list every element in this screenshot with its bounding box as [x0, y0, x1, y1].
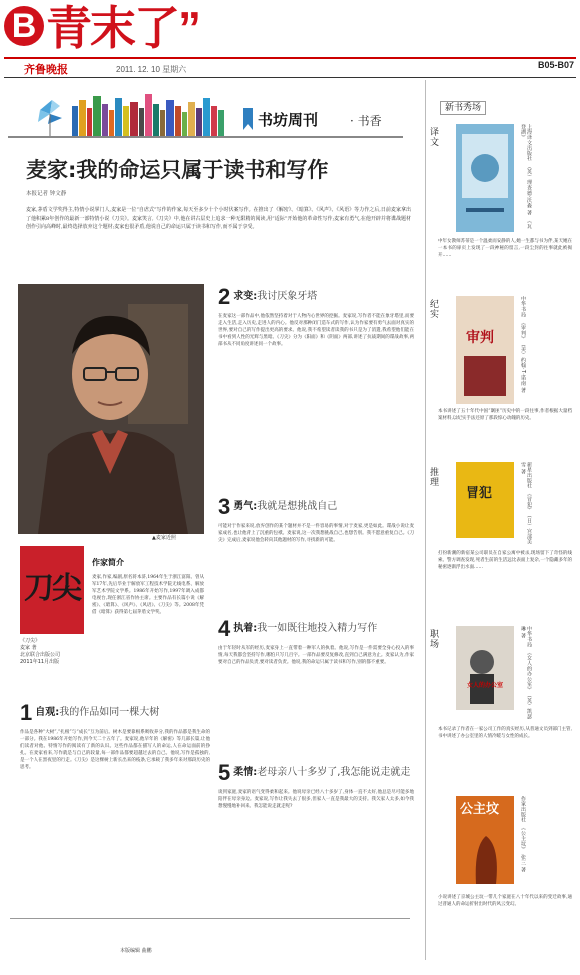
section-1-number: 1: [20, 700, 33, 725]
book-cover-title: 刀尖: [24, 571, 80, 606]
new-book-5-author: 张三 著: [520, 854, 526, 873]
column-title: 书坊周刊: [258, 111, 319, 129]
section-2-subtitle: 我讨厌象牙塔: [257, 291, 318, 302]
section-5: [218, 760, 414, 929]
masthead-title: [46, 2, 199, 54]
new-book-4-tag: 职场: [430, 630, 440, 650]
right-column-divider: [425, 80, 426, 960]
new-book-1-cover: [456, 124, 514, 232]
new-book-2-cover-art: [456, 296, 514, 404]
new-book-4-text: 本书记录了作者在一家公司工作的真实经历,从普通文员到部门主管,书中讲述了办公室里的人情冷暖与女性的成长。: [438, 727, 572, 739]
new-book-3-author: （日）宫部美雪 著: [520, 462, 532, 545]
section-4-number: 4: [218, 616, 231, 641]
book-info: [20, 638, 86, 666]
new-book-2-tag: 纪实: [430, 300, 440, 320]
new-book-3-publisher: 新星出版社: [526, 462, 532, 489]
section-1-title: [35, 706, 159, 720]
masthead-quote: ”: [178, 2, 199, 54]
new-book-4-info: [520, 626, 532, 722]
new-book-2-publisher: 中华书局: [520, 296, 526, 318]
section-3-title-lead: 勇气:: [233, 501, 258, 512]
header-rule: [4, 77, 576, 78]
newspaper-logo: 齐鲁晚报: [24, 63, 68, 76]
masthead-badge: B: [4, 6, 44, 46]
section-4-title-lead: 执着:: [233, 623, 258, 634]
new-book-2-cover-title: 审判: [466, 330, 494, 346]
section-5-title-lead: 柔情:: [233, 767, 258, 778]
section-5-number: 5: [218, 760, 231, 785]
new-book-4-title: 《女人的办公室》: [526, 652, 532, 690]
pinwheel-icon: [38, 100, 62, 138]
section-2: [218, 284, 414, 489]
new-book-2-info: [520, 296, 526, 404]
section-2-number: 2: [218, 284, 231, 309]
section-4-text: 由于年轻时从军的经历,麦家身上一直带着一种军人的执着。他说,写作是一件需要全身心投入的事情,每天我都会坚持写作,哪怕只写几百字。一部作品要反复修改,直到自己满意为止。麦家认为,作家要对自己的作品负责,要对读者负责。他说,我的命运只属于读书和写作,别的都不重要。: [218, 646, 414, 665]
page-editor: 本版编辑 曲鹏: [120, 948, 152, 954]
new-book-1-title: 《瓦登湖》: [520, 124, 532, 229]
new-book-1-info: [520, 124, 532, 232]
issue-date: 2011. 12. 10 星期六: [116, 65, 187, 74]
section-1-subtitle: 我的作品如同一棵大树: [59, 707, 160, 718]
column-rule: [8, 136, 403, 138]
new-book-5-info: [520, 796, 526, 888]
new-book-4-publisher: 中华书局: [526, 626, 532, 648]
section-3-text: 可能对于作家来说,放弃创作的某个题材并不是一件容易的事情,对于麦家,更是如此。谍战小说让麦家成名,也让他背上了沉重的包袱。麦家说,这一次我想挑战自己,也想告别。我不愿意重复自己。《刀尖》完成后,麦家说他会转向其他题材的写作,寻找新的可能。: [218, 524, 414, 543]
section-3-number: 3: [218, 494, 231, 519]
column-subtitle: · 书香: [350, 114, 382, 128]
section-4: [218, 616, 414, 755]
new-book-4-cover: [456, 626, 514, 710]
new-books-header: 新书秀场: [440, 101, 486, 115]
new-book-4-author: （英）凯瑟琳 著: [520, 626, 532, 720]
new-book-1-publisher: 上海译文出版社: [526, 124, 532, 162]
author-portrait-illustration: [18, 284, 204, 534]
new-book-3-info: [520, 462, 532, 546]
footer-rule: [10, 918, 410, 919]
new-book-2-cover: [456, 296, 514, 404]
new-book-1-text: 中年女教师苏蒂是一个温柔而安静的人,她一生都与书为伴,某天她在一本书的扉页上发现了一段神秘的留言,一段尘封的往事就此被揭开……: [438, 239, 572, 258]
new-book-2-author: （美）约翰·T·诺南 著: [520, 344, 526, 393]
section-3-subtitle: 我就是想挑战自己: [257, 501, 338, 512]
section-4-subtitle: 我一如既往地投入精力写作: [257, 623, 378, 634]
new-book-2-text: 本书讲述了五十年代中国“剿匪”历史中的一段往事,作者根据大量档案材料,以纪实手法还原了那段惊心动魄的历史。: [438, 409, 572, 421]
bio-title: 作家简介: [92, 558, 124, 567]
new-book-2-title: 《审判》: [520, 322, 526, 339]
masthead-title-text: 青末了: [46, 2, 178, 54]
article-headline: 麦家:我的命运只属于读书和写作: [26, 158, 329, 182]
section-1-text: 作品是各种“大树”,“扎根”与“成长”互为前后。树木是要靠根系吸收养分,我的作品都是我生命的一部分。我在1986年开始写作,到今天二十五年了。麦家说,他早年的《解密》等几部长篇,让他们读者对他、特情写作的阅读有了新的认识。这些作品都在描写人的命运,人在命运面前的挣扎。在麦家看来,写作就是与自己的较量,每一部作品都要超越过去的自己。他说,写作是孤独的,是一个人在黑夜里的行走。《刀尖》是这棵树上新长出来的枝条,它承载了我多年来对那段历史的思考。: [20, 730, 210, 770]
bio-text: 麦家,作家,编剧,原名蒋本浒,1964年生于浙江富阳。曾从军17年,先后毕业于解放军工程技术学院无线电系、解放军艺术学院文学系。1986年开始写作,1997年调入成都电视台,现任浙江省作协主席。主要作品有长篇小说《解密》、《暗算》、《风声》、《风语》、《刀尖》等。2008年凭借《暗算》获得第七届茅盾文学奖。: [92, 575, 204, 615]
section-1-title-lead: 自观:: [35, 707, 60, 718]
new-book-3-text: 打扮新潮的新宿某公司职员在自家公寓中被杀,现场留下了奇怪的线索。警方调查发现,死者生前的生活远比表面上复杂,一个隐藏多年的秘密逐渐浮出水面……: [438, 551, 572, 570]
new-book-5-title: 《公主坟》: [520, 827, 526, 850]
book-ribbon-icon: [240, 108, 256, 130]
author-photo: [18, 284, 204, 534]
section-4-title: [233, 622, 377, 636]
new-book-4-cover-art: [456, 626, 514, 710]
section-1: [20, 700, 210, 925]
section-5-title: [233, 766, 410, 780]
section-3-title: [233, 500, 337, 514]
new-book-3-cover-title: 冒犯: [466, 486, 493, 501]
book-info-publisher: 北京联合出版公司: [20, 652, 61, 658]
section-5-text: 谈到家庭,麦家的语气变得柔和起来。他说母亲已经八十多岁了,身体一直不太好,他总是尽可能多地陪伴在母亲身边。麦家说,写作让我失去了很多,但家人一直是我最大的支持。我欠家人太多,如今我想慢慢地补回来。我怎能说走就走呢?: [218, 790, 414, 809]
new-book-3-title: 《冒犯》: [526, 493, 532, 511]
masthead-divider: [4, 57, 576, 59]
new-book-1-author: （英）理查德·沃森 著: [526, 166, 532, 216]
book-info-date: 2011年11月出版: [20, 659, 60, 665]
new-book-3-tag: 推理: [430, 468, 440, 488]
photo-caption: ▲麦家近照: [152, 535, 176, 541]
new-book-5-publisher: 作家出版社: [520, 796, 526, 823]
section-5-subtitle: 老母亲八十多岁了,我怎能说走就走: [257, 767, 411, 778]
section-2-title-lead: 求变:: [233, 291, 258, 302]
new-book-1-tag: 译文: [430, 128, 440, 148]
bookshelf-illustration: [30, 88, 230, 138]
page-range: B05-B07: [537, 60, 574, 70]
new-book-1-cover-art: [456, 124, 514, 232]
book-info-author: 麦家 著: [20, 645, 37, 651]
book-info-title: 《刀尖》: [20, 638, 41, 644]
article-intro: 麦家,茅盾文学奖得主,特情小说掌门人,麦家是一位“自虐式”写作的作家,每天至多少十个小时伏案写作。在推出了《解密》、《暗算》、《风声》、《风语》等力作之后,日前麦家拿出了他积累8年创作的最新一部特情小说《刀尖》。麦家笑言,《刀尖》中,他在讲古层史上追求一种无限精的阅读,用“适际”开始他的革命性写作;麦家有勇气,在他开辟并将谍战题材创作引向高峰时,最终选择放弃这个题材;麦家也很矛盾,他说自己的命运只属于读书和写作,而不属于享受。: [26, 207, 411, 230]
new-book-5-cover-title: 公主坟: [460, 802, 500, 817]
section-3: [218, 494, 414, 609]
section-2-title: [233, 290, 317, 304]
new-book-4-cover-title: 女人的办公室: [466, 682, 503, 689]
new-book-5-text: 小说讲述了京城公主坟一带几个家庭在八十年代以来的变迁故事,通过普通人的命运折射出时代的风云变幻。: [438, 895, 572, 907]
article-byline: 本报记者 钟文静: [26, 191, 67, 197]
section-2-text: 在麦家这一部作品中,他依然坚持着对于人物内心世界的挖掘。麦家说,写作者不能在象牙塔里,而要走入生活,走入历史,走进人的内心。他反对那种闭门造车式的写作,认为作家要有勇气去面对真实的世界,要对自己的写作提出更高的要求。他说,我不希望读者读我的书只是为了消遣,我希望他们能在书中看到人性的光辉与黑暗。《刀尖》分为《阳面》和《阴面》两部,讲述了抗战期间的谍战故事,两部书从不同角度讲述同一个故事。: [218, 314, 414, 347]
